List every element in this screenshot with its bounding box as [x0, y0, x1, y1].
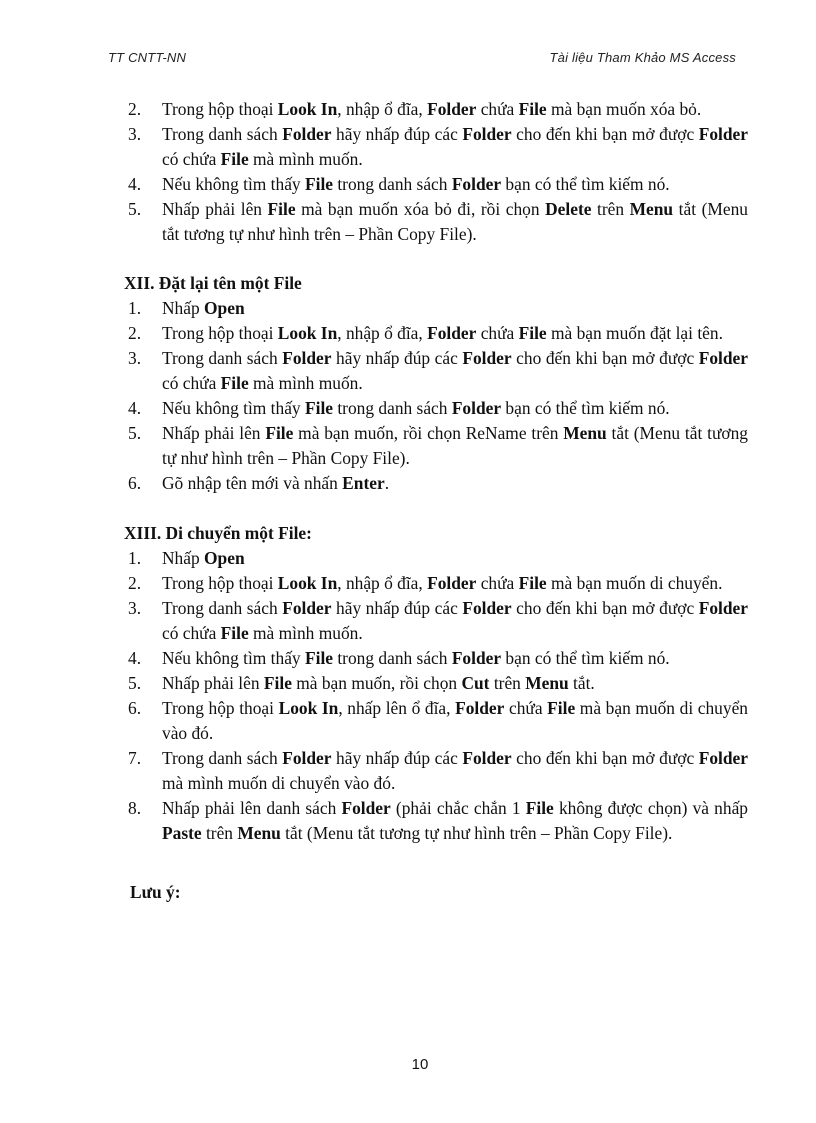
list-item-text — [162, 748, 748, 793]
list-item-text — [162, 673, 595, 693]
list-item-number: 2. — [128, 573, 142, 593]
list-item — [124, 172, 748, 197]
bold-term: Menu — [237, 823, 281, 843]
bold-term: Folder — [698, 748, 748, 768]
bold-term: File — [220, 623, 249, 643]
text-run: không được chọn) và nhấp — [553, 798, 748, 818]
list-item-number: 5. — [128, 673, 142, 693]
section-rename-heading: XII. Đặt lại tên một File — [124, 273, 302, 293]
text-run: mà bạn muốn xóa bỏ đi, rồi chọn — [295, 199, 546, 219]
bold-term: Open — [204, 298, 245, 318]
text-run: , nhập ổ đĩa, — [337, 323, 428, 343]
list-item — [124, 197, 748, 247]
rename-steps-list — [124, 296, 748, 496]
list-item — [124, 122, 748, 172]
list-item-text — [162, 548, 245, 568]
list-item-text — [162, 573, 722, 593]
note-label: Lưu ý: — [130, 882, 181, 902]
list-item-text — [162, 174, 670, 194]
move-steps-list — [124, 546, 748, 846]
text-run: có chứa — [162, 149, 221, 169]
page-number: 10 — [411, 1056, 429, 1073]
text-run: tắt (Menu tắt tương tự như hình trên – Phần Copy File). — [162, 423, 748, 468]
bold-term: File — [220, 373, 249, 393]
text-run: cho đến khi bạn mở được — [511, 748, 699, 768]
list-item-number: 5. — [128, 199, 142, 219]
bold-term: Folder — [462, 598, 512, 618]
list-item-number: 4. — [128, 398, 142, 418]
text-run: chứa — [504, 698, 548, 718]
text-run: Trong danh sách — [162, 348, 283, 368]
bold-term: File — [518, 573, 547, 593]
bold-term: Folder — [455, 698, 505, 718]
list-item-number: 2. — [128, 99, 142, 119]
text-run: Gõ nhập tên mới và nhấn — [162, 473, 343, 493]
text-run: , nhấp lên ổ đĩa, — [338, 698, 456, 718]
list-item-number: 7. — [128, 748, 142, 768]
list-item-number: 6. — [128, 473, 142, 493]
text-run: hãy nhấp đúp các — [331, 598, 463, 618]
list-item — [124, 296, 748, 321]
text-run: Trong danh sách — [162, 124, 283, 144]
bold-term: Folder — [451, 398, 502, 418]
bold-term: File — [220, 149, 249, 169]
list-item — [124, 646, 748, 671]
text-run: Trong hộp thoại — [162, 573, 278, 593]
bold-term: Folder — [698, 348, 748, 368]
bold-term: Folder — [462, 348, 512, 368]
list-item-text — [162, 598, 748, 643]
text-run: cho đến khi bạn mở được — [511, 598, 699, 618]
bold-term: Folder — [282, 598, 332, 618]
intro-list — [124, 97, 748, 247]
list-item-number: 5. — [128, 423, 142, 443]
list-item — [124, 746, 748, 796]
list-item-text — [162, 648, 670, 668]
list-item-number: 3. — [128, 348, 142, 368]
text-run: Nhấp phải lên — [162, 423, 266, 443]
text-run: , nhập ổ đĩa, — [337, 99, 428, 119]
text-run: tắt (Menu tắt tương tự như hình trên – Phần Copy File). — [280, 823, 673, 843]
bold-term: Folder — [462, 124, 512, 144]
text-run: Nhấp phải lên — [162, 673, 264, 693]
list-item-number: 4. — [128, 174, 142, 194]
bold-term: File — [518, 99, 547, 119]
text-run: có chứa — [162, 373, 221, 393]
bold-term: Folder — [282, 348, 332, 368]
list-item — [124, 671, 748, 696]
text-run: trên — [201, 823, 238, 843]
text-run: Nhấp phải lên danh sách — [162, 798, 342, 818]
bold-term: Look In — [277, 573, 338, 593]
text-run: mà mình muốn. — [248, 149, 363, 169]
page-content — [124, 97, 748, 905]
list-item-number: 1. — [128, 298, 142, 318]
text-run: trong danh sách — [333, 648, 452, 668]
text-run: chứa — [476, 99, 519, 119]
text-run: Trong danh sách — [162, 748, 283, 768]
text-run: mà bạn muốn di chuyển. — [546, 573, 723, 593]
text-run: trong danh sách — [333, 398, 452, 418]
bold-term: File — [518, 323, 547, 343]
bold-term: Folder — [427, 323, 477, 343]
text-run: trong danh sách — [333, 174, 452, 194]
list-item-number: 4. — [128, 648, 142, 668]
text-run: mà mình muốn di chuyển vào đó. — [162, 773, 396, 793]
text-run: bạn có thể tìm kiếm nó. — [501, 398, 670, 418]
text-run: mà bạn muốn đặt lại tên. — [546, 323, 723, 343]
bold-term: Cut — [461, 673, 490, 693]
text-run: mà bạn muốn, rồi chọn ReName trên — [293, 423, 564, 443]
list-item — [124, 396, 748, 421]
bold-term: File — [547, 698, 576, 718]
bold-term: Folder — [451, 648, 502, 668]
text-run: cho đến khi bạn mở được — [511, 124, 699, 144]
bold-term: Look In — [277, 99, 338, 119]
text-run: mà bạn muốn, rồi chọn — [291, 673, 462, 693]
bold-term: Paste — [162, 823, 202, 843]
text-run: Nếu không tìm thấy — [162, 648, 305, 668]
list-item-text — [162, 348, 748, 393]
text-run: chứa — [476, 573, 519, 593]
bold-term: File — [263, 673, 292, 693]
list-item-number: 8. — [128, 798, 142, 818]
bold-term: File — [304, 174, 333, 194]
list-item-text — [162, 124, 748, 169]
text-run: chứa — [476, 323, 519, 343]
text-run: Nếu không tìm thấy — [162, 398, 305, 418]
list-item-text — [162, 398, 670, 418]
text-run: có chứa — [162, 623, 221, 643]
list-item-text — [162, 798, 748, 843]
text-run: (phải chắc chắn 1 — [390, 798, 526, 818]
bold-term: Folder — [282, 748, 332, 768]
list-item-text — [162, 423, 748, 468]
text-run: Nhấp phải lên — [162, 199, 268, 219]
header-left-text: TT CNTT-NN — [108, 50, 187, 65]
list-item — [124, 546, 748, 571]
text-run: Trong hộp thoại — [162, 323, 278, 343]
bold-term: Folder — [427, 99, 477, 119]
list-item-number: 6. — [128, 698, 142, 718]
text-run: tắt (Menu tắt tương tự như hình trên – Phần Copy File). — [162, 199, 748, 244]
list-item-number: 3. — [128, 598, 142, 618]
text-run: trên — [591, 199, 630, 219]
text-run: Nhấp — [162, 298, 205, 318]
bold-term: File — [265, 423, 294, 443]
list-item — [124, 97, 748, 122]
header-right-text: Tài liệu Tham Khảo MS Access — [549, 50, 736, 65]
list-item — [124, 471, 748, 496]
list-item — [124, 596, 748, 646]
list-item-number: 2. — [128, 323, 142, 343]
text-run: trên — [489, 673, 526, 693]
bold-term: Enter — [342, 473, 385, 493]
bold-term: Look In — [278, 698, 339, 718]
bold-term: Folder — [462, 748, 512, 768]
list-item — [124, 796, 748, 846]
text-run: hãy nhấp đúp các — [331, 348, 463, 368]
text-run: mà mình muốn. — [248, 623, 363, 643]
list-item — [124, 696, 748, 746]
list-item-text — [162, 698, 748, 743]
text-run: . — [384, 473, 390, 493]
list-item-text — [162, 323, 723, 343]
bold-term: Folder — [451, 174, 502, 194]
bold-term: Folder — [341, 798, 391, 818]
text-run: tắt. — [568, 673, 595, 693]
bold-term: File — [267, 199, 296, 219]
list-item — [124, 346, 748, 396]
list-item-text — [162, 473, 389, 493]
text-run: hãy nhấp đúp các — [331, 124, 463, 144]
list-item — [124, 421, 748, 471]
text-run: Trong hộp thoại — [162, 698, 279, 718]
text-run: mà bạn muốn xóa bỏ. — [546, 99, 702, 119]
bold-term: Menu — [563, 423, 607, 443]
text-run: mà mình muốn. — [248, 373, 363, 393]
text-run: Trong danh sách — [162, 598, 283, 618]
bold-term: Delete — [545, 199, 592, 219]
list-item-text — [162, 199, 748, 244]
bold-term: File — [304, 398, 333, 418]
text-run: hãy nhấp đúp các — [331, 748, 463, 768]
bold-term: Folder — [282, 124, 332, 144]
text-run: cho đến khi bạn mở được — [511, 348, 699, 368]
section-move-heading: XIII. Di chuyển một File: — [124, 523, 312, 543]
list-item — [124, 571, 748, 596]
list-item-text — [162, 298, 245, 318]
text-run: Trong hộp thoại — [162, 99, 278, 119]
bold-term: Folder — [427, 573, 477, 593]
bold-term: Folder — [698, 598, 748, 618]
text-run: , nhập ổ đĩa, — [337, 573, 428, 593]
list-item-number: 3. — [128, 124, 142, 144]
bold-term: Menu — [629, 199, 674, 219]
bold-term: Look In — [277, 323, 338, 343]
text-run: Nhấp — [162, 548, 205, 568]
text-run: mà bạn muốn di chuyển vào đó. — [162, 698, 748, 743]
bold-term: Open — [204, 548, 245, 568]
list-item — [124, 321, 748, 346]
bold-term: File — [304, 648, 333, 668]
text-run: bạn có thể tìm kiếm nó. — [501, 648, 670, 668]
bold-term: File — [525, 798, 554, 818]
list-item-text — [162, 99, 701, 119]
text-run: Nếu không tìm thấy — [162, 174, 305, 194]
bold-term: Menu — [525, 673, 569, 693]
bold-term: Folder — [698, 124, 748, 144]
text-run: bạn có thể tìm kiếm nó. — [501, 174, 670, 194]
list-item-number: 1. — [128, 548, 142, 568]
